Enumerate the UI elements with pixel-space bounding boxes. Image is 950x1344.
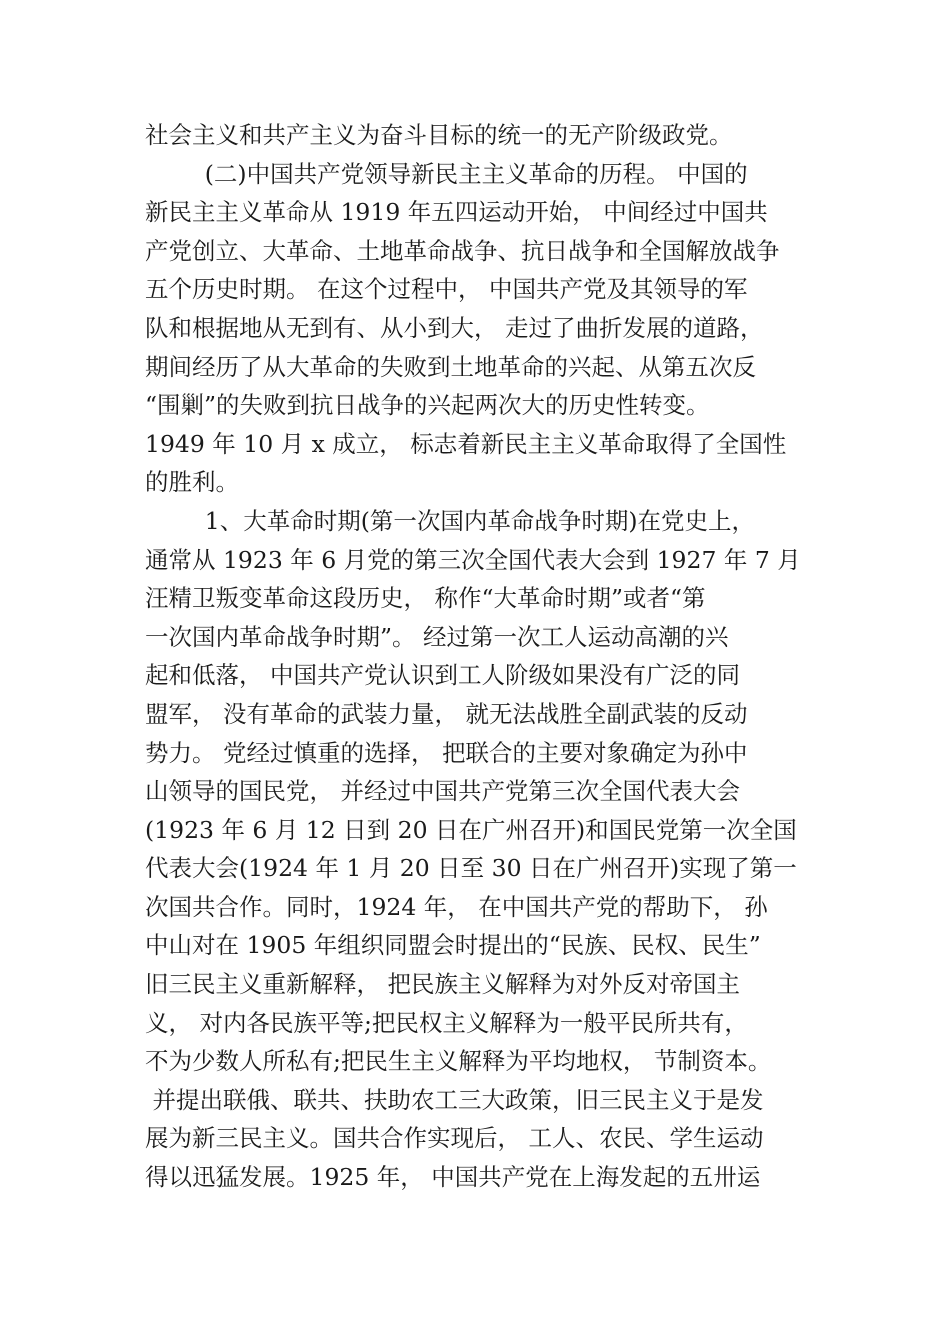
text-line: 的胜利。 bbox=[145, 468, 239, 497]
text-line: 次国共合作。同时，1924 年， 在中国共产党的帮助下， 孙 bbox=[145, 892, 768, 921]
text-line: 队和根据地从无到有、从小到大， 走过了曲折发展的道路， bbox=[145, 313, 764, 342]
text-line: “围剿”的失败到抗日战争的兴起两次大的历史性转变。 bbox=[145, 391, 710, 420]
text-line: 社会主义和共产主义为奋斗目标的统一的无产阶级政党。 bbox=[145, 121, 733, 149]
text-line: 中山对在 1905 年组织同盟会时提出的“民族、民权、民生” bbox=[145, 931, 761, 960]
text-line: 1、大革命时期(第一次国内革命战争时期)在党史上， bbox=[145, 506, 756, 535]
text-line: (1923 年 6 月 12 日到 20 日在广州召开)和国民党第一次全国 bbox=[145, 815, 797, 844]
text-line: 五个历史时期。 在这个过程中， 中国共产党及其领导的军 bbox=[145, 275, 748, 304]
text-line: 势力。 党经过慎重的选择， 把联合的主要对象确定为孙中 bbox=[145, 738, 748, 767]
text-line: 期间经历了从大革命的失败到土地革命的兴起、从第五次反 bbox=[145, 352, 756, 381]
text-line: 通常从 1923 年 6 月党的第三次全国代表大会到 1927 年 7 月 bbox=[145, 545, 801, 574]
text-line: 代表大会(1924 年 1 月 20 日至 30 日在广州召开)实现了第一 bbox=[145, 854, 797, 883]
text-line: 展为新三民主义。国共合作实现后， 工人、农民、学生运动 bbox=[145, 1124, 764, 1153]
body-text bbox=[145, 116, 807, 1197]
text-line: 盟军， 没有革命的武装力量， 就无法战胜全副武装的反动 bbox=[145, 699, 748, 728]
text-line: 一次国内革命战争时期”。 经过第一次工人运动高潮的兴 bbox=[145, 622, 729, 651]
text-line: 得以迅猛发展。1925 年， 中国共产党在上海发起的五卅运 bbox=[145, 1163, 761, 1192]
text-line: 新民主主义革命从 1919 年五四运动开始， 中间经过中国共 bbox=[145, 198, 768, 227]
text-line: 起和低落， 中国共产党认识到工人阶级如果没有广泛的同 bbox=[145, 661, 740, 690]
text-line: 并提出联俄、联共、扶助农工三大政策，旧三民主义于是发 bbox=[145, 1085, 764, 1114]
text-line: (二)中国共产党领导新民主主义革命的历程。 中国的 bbox=[145, 159, 748, 188]
text-line: 旧三民主义重新解释， 把民族主义解释为对外反对帝国主 bbox=[145, 970, 740, 999]
text-line: 不为少数人所私有;把民生主义解释为平均地权， 节制资本。 bbox=[145, 1047, 772, 1076]
text-line: 义， 对内各民族平等;把民权主义解释为一般平民所共有， bbox=[145, 1008, 748, 1037]
text-line: 产党创立、大革命、土地革命战争、抗日战争和全国解放战争 bbox=[145, 236, 780, 265]
text-line: 汪精卫叛变革命这段历史， 称作“大革命时期”或者“第 bbox=[145, 584, 706, 613]
text-line: 山领导的国民党， 并经过中国共产党第三次全国代表大会 bbox=[145, 777, 740, 806]
text-line: 1949 年 10 月 x 成立， 标志着新民主主义革命取得了全国性 bbox=[145, 429, 787, 458]
